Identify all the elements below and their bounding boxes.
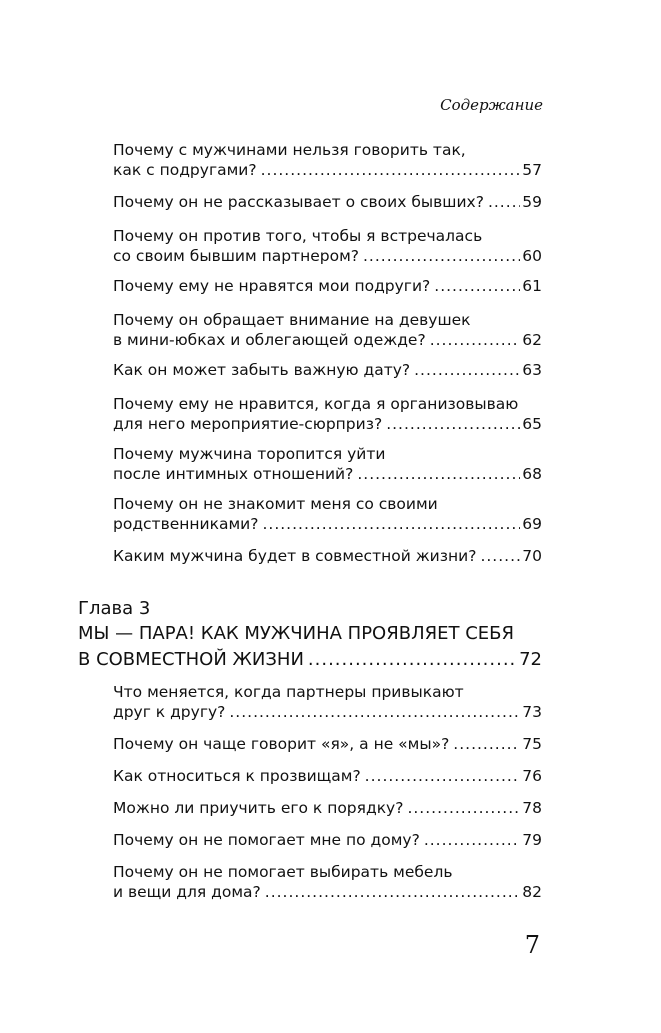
toc-entry-text: Почему ему не нравятся мои подруги? [113, 277, 431, 295]
dot-leader [386, 414, 520, 434]
toc-entry-text: в мини-юбках и облегающей одежде? [113, 331, 426, 349]
toc-entry[interactable] [113, 394, 542, 434]
toc-entry[interactable] [113, 226, 542, 266]
toc-entry-text: Почему он обращает внимание на девушек [113, 311, 471, 329]
toc-entry-text: родственниками? [113, 515, 259, 533]
toc-entry[interactable] [113, 276, 542, 296]
toc-entry[interactable] [113, 862, 542, 902]
toc-entry-text: Почему он чаще говорит «я», а не «мы»? [113, 735, 450, 753]
toc-entry-text: Почему мужчина торопится уйти [113, 445, 386, 463]
chapter-title-line: МЫ — ПАРА! КАК МУЖЧИНА ПРОЯВЛЯЕТ СЕБЯ [78, 623, 515, 644]
toc-entry[interactable] [113, 310, 542, 350]
dot-leader [488, 192, 520, 212]
toc-entry-text: Как он может забыть важную дату? [113, 361, 411, 379]
dot-leader [363, 246, 520, 266]
toc-entry[interactable] [113, 494, 542, 534]
toc-page-number: 79 [522, 831, 542, 849]
chapter-label: Глава 3 [78, 598, 151, 619]
dot-leader [262, 514, 520, 534]
toc-page-number: 57 [522, 161, 542, 179]
toc-entry[interactable] [113, 192, 542, 212]
toc-entry-text: Почему с мужчинами нельзя говорить так, [113, 141, 466, 159]
dot-leader [229, 702, 520, 722]
toc-page-number: 59 [522, 193, 542, 211]
toc-entry-text: друг к другу? [113, 703, 226, 721]
toc-page-number: 62 [522, 331, 542, 349]
toc-entry-text: Почему он не помогает мне по дому? [113, 831, 420, 849]
dot-leader [261, 160, 521, 180]
toc-entry[interactable] [113, 766, 542, 786]
toc-entry-text: Каким мужчина будет в совместной жизни? [113, 547, 477, 565]
dot-leader [453, 734, 520, 754]
toc-entry[interactable] [113, 734, 542, 754]
toc-entry-text: как с подругами? [113, 161, 257, 179]
dot-leader [308, 647, 517, 673]
toc-entry[interactable] [113, 546, 542, 566]
toc-page-number: 75 [522, 735, 542, 753]
toc-entry-text: Почему ему не нравится, когда я организовываю [113, 395, 519, 413]
dot-leader [414, 360, 520, 380]
toc-entry-text: Можно ли приучить его к порядку? [113, 799, 404, 817]
toc-page-number: 69 [522, 515, 542, 533]
dot-leader [424, 830, 520, 850]
toc-entry[interactable] [113, 444, 542, 484]
toc-page-number: 61 [522, 277, 542, 295]
toc-page-number: 70 [522, 547, 542, 565]
dot-leader [265, 882, 521, 902]
toc-entry[interactable] [113, 830, 542, 850]
toc-page-number: 78 [522, 799, 542, 817]
toc-page-number: 73 [522, 703, 542, 721]
toc-page-number: 76 [522, 767, 542, 785]
toc-entry-text: Почему он не знакомит меня со своими [113, 495, 438, 513]
toc-page-number: 72 [519, 649, 542, 670]
toc-page-number: 60 [522, 247, 542, 265]
dot-leader [434, 276, 520, 296]
toc-entry-text: Как относиться к прозвищам? [113, 767, 361, 785]
dot-leader [430, 330, 521, 350]
toc-entry-text: Почему он против того, чтобы я встречалась [113, 227, 483, 245]
dot-leader [407, 798, 520, 818]
toc-page-number: 63 [522, 361, 542, 379]
chapter-title-line: В СОВМЕСТНОЙ ЖИЗНИ [78, 649, 304, 670]
toc-page-number: 68 [522, 465, 542, 483]
toc-entry-text: со своим бывшим партнером? [113, 247, 359, 265]
toc-entry[interactable] [113, 798, 542, 818]
toc-page-number: 65 [522, 415, 542, 433]
chapter-title[interactable] [78, 621, 542, 673]
dot-leader [357, 464, 520, 484]
toc-entry-text: Почему он не помогает выбирать мебель [113, 863, 453, 881]
toc-entry-text: после интимных отношений? [113, 465, 354, 483]
toc-page-number: 82 [522, 883, 542, 901]
running-head: Содержание [440, 96, 543, 114]
dot-leader [480, 546, 520, 566]
toc-entry-text: для него мероприятие-сюрприз? [113, 415, 383, 433]
page-number: 7 [524, 931, 540, 959]
toc-entry[interactable] [113, 140, 542, 180]
dot-leader [365, 766, 521, 786]
toc-entry-text: Почему он не рассказывает о своих бывших? [113, 193, 484, 211]
toc-entry[interactable] [113, 682, 542, 722]
toc-entry-text: Что меняется, когда партнеры привыкают [113, 683, 464, 701]
toc-entry-text: и вещи для дома? [113, 883, 261, 901]
toc-entry[interactable] [113, 360, 542, 380]
